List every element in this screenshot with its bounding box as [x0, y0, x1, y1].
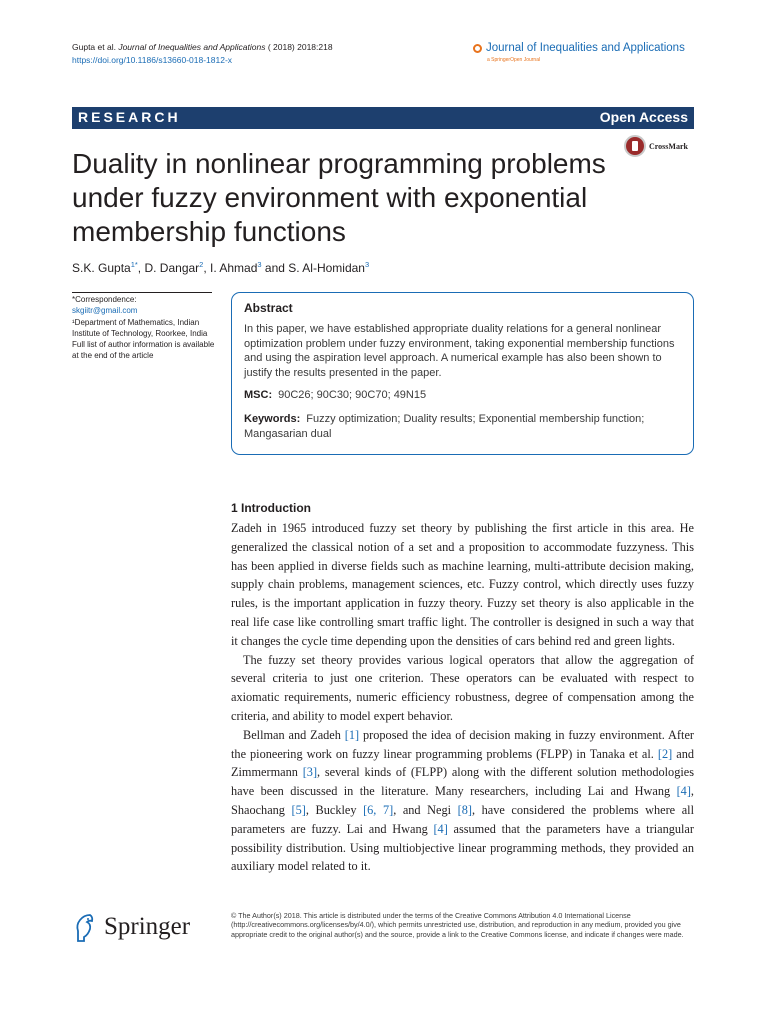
author-info-note: Full list of author information is available at the end of the article — [72, 340, 215, 361]
text-run: , have considered the problems where all parameters are fuzzy. Lai and Hwang — [231, 802, 694, 836]
citation-link[interactable]: [1] — [344, 727, 360, 742]
citation-link[interactable]: [4] — [676, 784, 691, 799]
paragraph: The fuzzy set theory provides various logical operators that allow the aggregation of several criteria to just one criterion. These operators can be evaluated with respect to axiomatic requirements, numeric efficiency robustness, degree of compensation among the criteria, and ability to model expert behavior. — [231, 652, 694, 723]
section-heading: 1 Introduction — [231, 501, 311, 515]
crossmark-badge[interactable] — [624, 135, 688, 157]
citation-link[interactable]: [4] — [433, 821, 448, 836]
springer-wordmark: Springer — [104, 913, 191, 940]
author-list — [72, 260, 369, 275]
abstract-text: In this paper, we have established appropriate duality relations for a general nonlinear optimization problem under fuzzy environment, taking exponential membership functions and using the aspiration level approach. A numerical example has also been shown to justify the results presented in the paper. — [244, 323, 675, 380]
citation-rest: ( 2018) 2018:218 — [265, 42, 333, 52]
text-run: , and Negi — [393, 802, 458, 817]
correspondence-email[interactable]: skgiitr@gmail.com — [72, 306, 138, 316]
author-affiliation-mark[interactable]: 3 — [364, 260, 370, 269]
author-affiliation-mark[interactable]: 1* — [130, 260, 138, 269]
msc-codes: 90C26; 90C30; 90C70; 49N15 — [278, 389, 427, 401]
text-run: assumed that the parameters have a triangular possibility distribution. Using multiobjective linear programming methods, they provided an auxiliary model related to it. — [231, 821, 694, 874]
open-access-label: Open Access — [599, 109, 688, 125]
author-affiliation-mark[interactable]: 3 — [257, 260, 262, 269]
citation-line — [72, 42, 333, 52]
journal-mark-icon — [473, 44, 482, 53]
text-run: , Shaochang — [231, 784, 694, 817]
paragraph — [231, 726, 694, 876]
keywords-list: Fuzzy optimization; Duality results; Exponential membership function; Mangasarian dual — [244, 413, 645, 440]
springer-logo — [72, 911, 190, 943]
msc-label: MSC: — [244, 389, 273, 401]
journal-name: Journal of Inequalities and Applications — [486, 42, 685, 54]
author-name[interactable]: S.K. Gupta — [72, 261, 131, 275]
citation-journal: Journal of Inequalities and Applications — [118, 42, 266, 52]
license-text: © The Author(s) 2018. This article is distributed under the terms of the Creative Commons Attribution 4.0 International License (http://creativecommons.org/licenses/by/4.0/), which permits unrestricted use, distribution, and reproduction in any medium, provided you give appropriate credit to the original author(s) and the source, provide a link to the Creative Commons license, and indicate if changes were made. — [231, 911, 684, 939]
text-run: , Buckley — [305, 802, 364, 817]
abstract-heading: Abstract — [244, 301, 293, 315]
author-separator: , — [137, 261, 145, 275]
sidebar-divider — [72, 292, 212, 293]
citation-link[interactable]: [8] — [457, 802, 472, 817]
keywords-label: Keywords: — [244, 413, 301, 425]
author-affiliation-mark[interactable]: 2 — [199, 260, 204, 269]
doi-link[interactable]: https://doi.org/10.1186/s13660-018-1812-x — [72, 55, 233, 65]
article-title: Duality in nonlinear programming problems under fuzzy environment with exponential membership functions — [72, 148, 606, 247]
author-separator: , — [203, 261, 211, 275]
text-run: , several kinds of (FLPP) along with the different solution methodologies have been discussed in the literature. Many researchers, including Lai and Hwang — [231, 765, 694, 799]
citation-link[interactable]: [6, 7] — [363, 802, 394, 817]
article-type-label: RESEARCH — [78, 109, 181, 125]
text-run: and Zimmermann — [231, 746, 694, 780]
author-name[interactable]: S. Al-Homidan — [288, 261, 365, 275]
correspondence-label: *Correspondence: — [72, 295, 137, 304]
springer-horse-icon — [72, 911, 96, 943]
text-run: Bellman and Zadeh — [243, 727, 345, 742]
author-separator: and — [261, 261, 289, 275]
paragraph: Zadeh in 1965 introduced fuzzy set theory by publishing the first article in this area. He generalized the classical notion of a set and a proposition to accommodate fuzzyness. This has been applied in diverse fields such as machine learning, multi-attribute decision making, supply chain problems, management sciences, etc. Fuzzy control, which directly uses fuzzy rules, is the important application in fuzzy theory. Fuzzy set theory is also applicable in the real life case like controlling smart traffic light. The controller is designed in such a way that it changes the cycle time depending upon the densities of cars behind red and green lights. — [231, 521, 694, 648]
citation-link[interactable]: [3] — [302, 765, 318, 780]
author-name[interactable]: D. Dangar — [144, 261, 200, 275]
correspondence-sidebar — [72, 294, 217, 362]
body-text — [231, 519, 694, 876]
journal-logo[interactable] — [473, 42, 685, 54]
journal-subtitle: a SpringerOpen Journal — [487, 57, 541, 63]
msc-line — [244, 389, 684, 401]
keywords-line — [244, 412, 684, 441]
citation-link[interactable]: [5] — [291, 802, 306, 817]
citation-authors: Gupta et al. — [72, 42, 116, 52]
citation-link[interactable]: [2] — [657, 746, 673, 761]
text-run: proposed the idea of decision making in fuzzy environment. After the pioneering work on fuzzy linear programming problems (FLPP) in Tanaka et al. — [231, 727, 694, 761]
author-name[interactable]: I. Ahmad — [210, 261, 258, 275]
affiliation: ¹Department of Mathematics, Indian Institute of Technology, Roorkee, India — [72, 317, 208, 338]
crossmark-label: CrossMark — [649, 141, 688, 151]
